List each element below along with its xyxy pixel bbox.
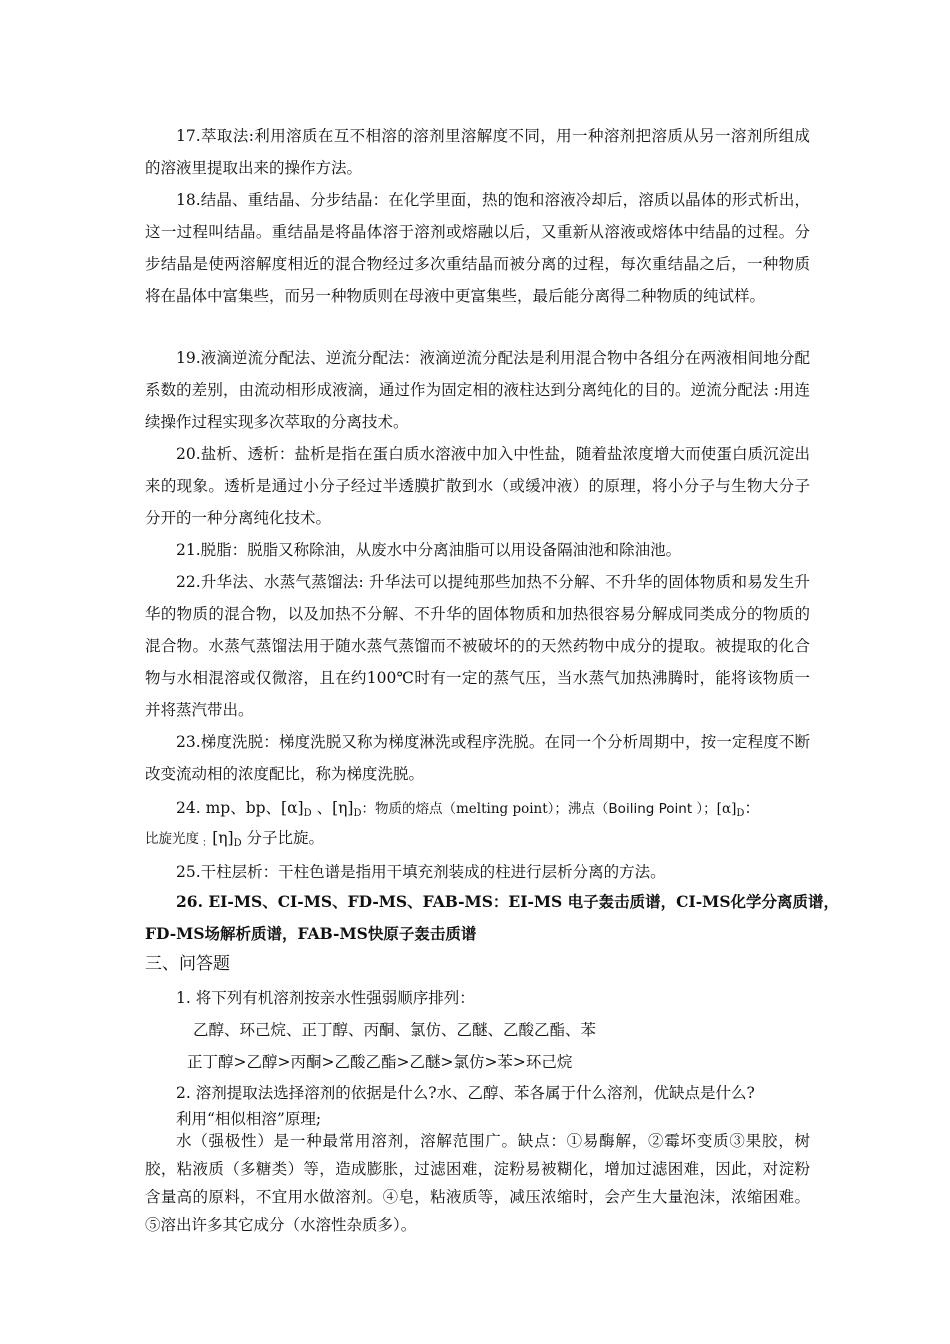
definition-23: 23.梯度洗脱：梯度洗脱又称为梯度淋洗或程序洗脱。在同一个分析周期中，按一定程度不断改变流动相的浓度配比，称为梯度洗脱。: [145, 733, 810, 783]
p24-line2-c: 分子比旋。: [241, 829, 325, 847]
p24-sub-d2: D: [353, 808, 362, 819]
section-title: 三、问答题: [145, 954, 230, 974]
definition-25: 25.干柱层析：干柱色谱是指用干填充剂装成的柱进行层析分离的方法。: [176, 863, 666, 881]
p24-sub-d3: D: [736, 808, 745, 819]
question-1: 1. 将下列有机溶剂按亲水性强弱顺序排列：: [176, 989, 475, 1007]
question-1-answer: 正丁醇>乙醇>丙酮>乙酸乙酯>乙醚>氯仿>苯>环己烷: [187, 1053, 573, 1071]
definition-26-line2: FD-MS场解析质谱，FAB-MS快原子轰击质谱: [145, 924, 477, 943]
p24-line2-b: [η]: [212, 829, 234, 847]
definition-24-line2: [145, 826, 324, 856]
p24-boiling: Boiling Point: [608, 801, 693, 817]
question-2-answer-line1: 利用“相似相溶”原理;: [176, 1110, 322, 1128]
p24-tail: ：: [744, 799, 760, 817]
question-2-answer: 水（强极性）是一种最常用溶剂，溶解范围广。缺点：①易酶解，②霉坏变质③果胶，树胶，粘液质（多糖类）等，造成膨胀，过滤困难，淀粉易被糊化，增加过滤困难，因此，对淀粉含量高的原料，不宜用水做溶剂。④皂，粘液质等，减压浓缩时，会产生大量泡沫，浓缩困难。⑤溶出许多其它成分（水溶性杂质多）。: [145, 1132, 810, 1234]
p24-sub-d: D: [303, 808, 312, 819]
p24-lead: 24. mp、bp、[α]: [176, 799, 304, 817]
definition-20: 20.盐析、透析：盐析是指在蛋白质水溶液中加入中性盐，随着盐浓度增大而使蛋白质沉淀出来的现象。透析是通过小分子经过半透膜扩散到水（或缓冲液）的原理，将小分子与生物大分子分开的一种分离纯化技术。: [145, 445, 810, 527]
p24-close: ）；[α]: [692, 801, 737, 817]
p24-line2-dot: ：: [199, 838, 213, 849]
definition-22: 22.升华法、水蒸气蒸馏法: 升华法可以提纯那些加热不分解、不升华的固体物质和易发生升华的物质的混合物，以及加热不分解、不升华的固体物质和加热很容易分解成同类成分的物质的混合物。水蒸气蒸馏法用于随水蒸气蒸馏而不被破坏的的天然药物中成分的提取。被提取的化合物与水相混溶或仅微溶，且在约100℃时有一定的蒸气压，当水蒸气加热沸腾时，能将该物质一并将蒸汽带出。: [145, 573, 810, 719]
question-1-list: 乙醇、环己烷、正丁醇、丙酮、氯仿、乙醚、乙酸乙酯、苯: [193, 1021, 597, 1039]
p24-line2-a: 比旋光度: [145, 831, 199, 847]
definition-17: 17.萃取法:利用溶质在互不相溶的溶剂里溶解度不同，用一种溶剂把溶质从另一溶剂所组成的溶液里提取出来的操作方法。: [145, 127, 810, 177]
definition-21: 21.脱脂：脱脂又称除油，从废水中分离油脂可以用设备隔油池和除油池。: [176, 541, 682, 559]
definition-19: 19.液滴逆流分配法、逆流分配法：液滴逆流分配法是利用混合物中各组分在两液相间地分配系数的差别，由流动相形成液滴，通过作为固定相的液柱达到分离纯化的目的。逆流分配法 :用连续操作过程实现多次萃取的分离技术。: [145, 349, 810, 431]
definition-18: 18.结晶、重结晶、分步结晶：在化学里面，热的饱和溶液冷却后，溶质以晶体的形式析出，这一过程叫结晶。重结晶是将晶体溶于溶剂或熔融以后，又重新从溶液或熔体中结晶的过程。分步结晶是使两溶解度相近的混合物经过多次重结晶而被分离的过程，每次重结晶之后，一种物质将在晶体中富集些，而另一种物质则在母液中更富集些，最后能分离得二种物质的纯试样。: [145, 191, 810, 305]
definition-24-line1: [176, 796, 760, 826]
definition-26-line1: 26. EI-MS、CI-MS、FD-MS、FAB-MS：EI-MS 电子轰击质谱，CI-MS化学分离质谱，: [176, 892, 840, 911]
p24-colon: ：物质的熔点（melting point）；沸点（: [361, 801, 609, 817]
p24-sep: 、[η]: [311, 799, 354, 817]
question-2: 2. 溶剂提取法选择溶剂的依据是什么?水、乙醇、苯各属于什么溶剂，优缺点是什么?: [176, 1084, 755, 1102]
p24-sub-d4: D: [233, 838, 242, 849]
